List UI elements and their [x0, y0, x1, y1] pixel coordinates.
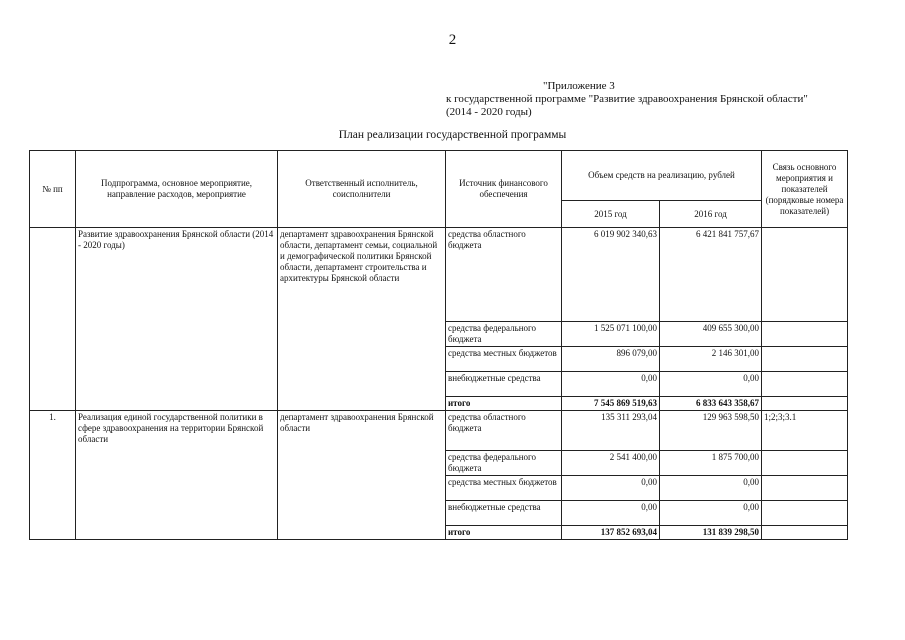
row-value-2016: 1 875 700,00 [660, 451, 762, 476]
row-source: итого [446, 526, 562, 540]
row-link [762, 397, 848, 411]
row-value-2015: 135 311 293,04 [562, 411, 660, 451]
row-value-2015: 896 079,00 [562, 347, 660, 372]
row-value-2015: 0,00 [562, 501, 660, 526]
row-source: итого [446, 397, 562, 411]
row-value-2016: 2 146 301,00 [660, 347, 762, 372]
header-subprogram: Подпрограмма, основное мероприятие, направление расходов, мероприятие [76, 151, 278, 228]
header-year-2015: 2015 год [562, 201, 660, 228]
row-subprogram: Реализация единой государственной политики в сфере здравоохранения на территории Брянской области [76, 411, 278, 540]
row-executor: департамент здравоохранения Брянской области [278, 411, 446, 540]
row-source: средства федерального бюджета [446, 322, 562, 347]
row-value-2015: 2 541 400,00 [562, 451, 660, 476]
appendix-line-3: (2014 - 2020 годы) [446, 106, 532, 118]
row-value-2016: 6 833 643 358,67 [660, 397, 762, 411]
page-number: 2 [448, 32, 457, 48]
row-value-2015: 0,00 [562, 372, 660, 397]
row-num: 1. [30, 411, 76, 540]
appendix-line-2: к государственной программе "Развитие здравоохранения Брянской области" [446, 93, 808, 105]
row-source: средства федерального бюджета [446, 451, 562, 476]
row-value-2016: 129 963 598,50 [660, 411, 762, 451]
appendix-header [446, 80, 808, 119]
implementation-plan-table [29, 150, 848, 540]
row-source: средства местных бюджетов [446, 476, 562, 501]
row-num [30, 228, 76, 411]
header-source: Источник финансового обеспечения [446, 151, 562, 228]
row-link [762, 526, 848, 540]
row-value-2016: 0,00 [660, 372, 762, 397]
header-link: Связь основного мероприятия и показателей (порядковые номера показателей) [762, 151, 848, 228]
table-row [30, 228, 848, 322]
row-executor: департамент здравоохранения Брянской области, департамент семьи, социальной и демографической политики Брянской области, департамент строительства и архитектуры Брянской области [278, 228, 446, 411]
row-value-2015: 6 019 902 340,63 [562, 228, 660, 322]
row-subprogram: Развитие здравоохранения Брянской области (2014 - 2020 годы) [76, 228, 278, 411]
plan-title: План реализации государственной программы [338, 129, 567, 141]
row-source: внебюджетные средства [446, 501, 562, 526]
row-value-2015: 0,00 [562, 476, 660, 501]
row-source: средства областного бюджета [446, 411, 562, 451]
table-row [30, 411, 848, 451]
row-source: средства областного бюджета [446, 228, 562, 322]
row-value-2015: 137 852 693,04 [562, 526, 660, 540]
header-num: № пп [30, 151, 76, 228]
row-value-2016: 0,00 [660, 476, 762, 501]
row-link [762, 501, 848, 526]
row-value-2016: 6 421 841 757,67 [660, 228, 762, 322]
row-value-2015: 1 525 071 100,00 [562, 322, 660, 347]
header-executor: Ответственный исполнитель, соисполнители [278, 151, 446, 228]
row-value-2016: 131 839 298,50 [660, 526, 762, 540]
row-link: 1;2;3;3.1 [762, 411, 848, 451]
row-value-2016: 409 655 300,00 [660, 322, 762, 347]
row-source: внебюджетные средства [446, 372, 562, 397]
row-link [762, 372, 848, 397]
row-link [762, 476, 848, 501]
row-link [762, 451, 848, 476]
header-year-2016: 2016 год [660, 201, 762, 228]
row-link [762, 347, 848, 372]
row-link [762, 228, 848, 322]
row-value-2016: 0,00 [660, 501, 762, 526]
row-link [762, 322, 848, 347]
appendix-line-1: "Приложение 3 [543, 80, 615, 92]
row-value-2015: 7 545 869 519,63 [562, 397, 660, 411]
row-source: средства местных бюджетов [446, 347, 562, 372]
header-volume: Объем средств на реализацию, рублей [562, 151, 762, 201]
